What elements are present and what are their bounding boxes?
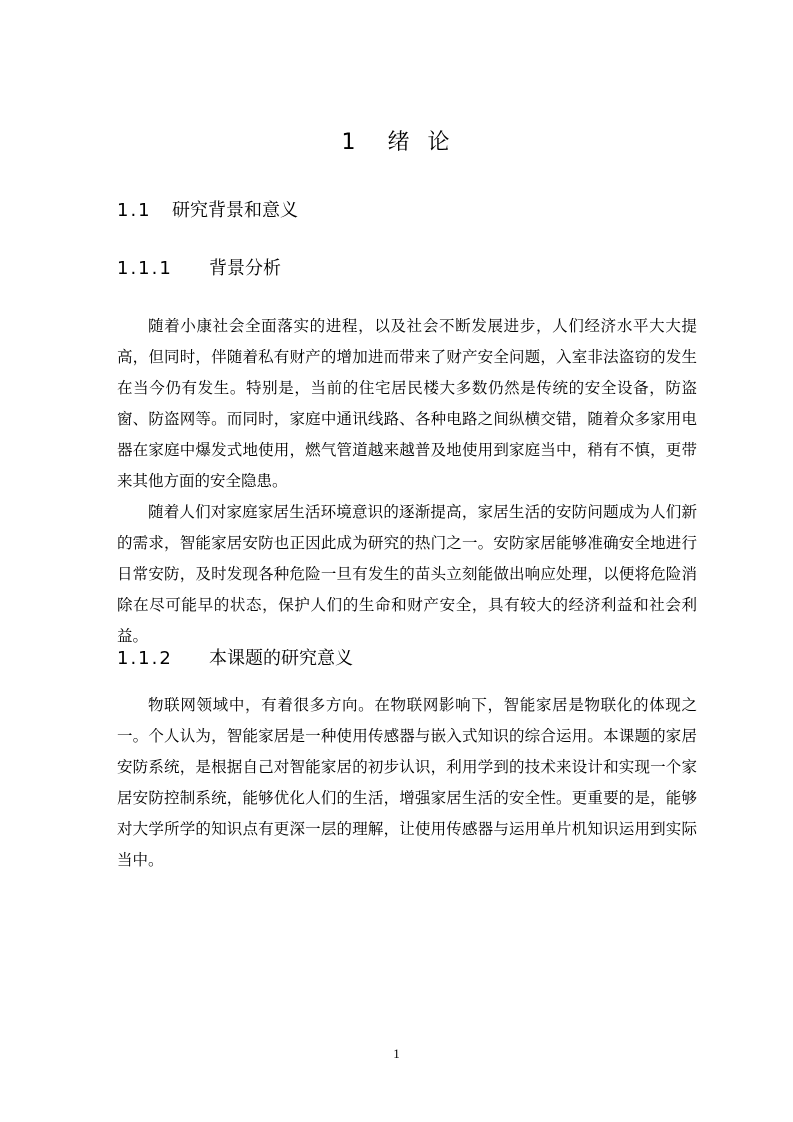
- chapter-title-char-2: 论: [427, 130, 452, 155]
- chapter-title-char-1: 绪: [387, 130, 412, 155]
- body-paragraph: 物联网领域中，有着很多方向。在物联网影响下，智能家居是物联化的体现之一。个人认为，智能家居是一种使用传感器与嵌入式知识的综合运用。本课题的家居安防系统，是根据自己对智能家居的初步认识，利用学到的技术来设计和实现一个家居安防控制系统，能够优化人们的生活，增强家居生活的安全性。更重要的是，能够对大学所学的知识点有更深一层的理解，让使用传感器与运用单片机知识运用到实际当中。: [117, 696, 697, 869]
- research-significance-body: [117, 690, 697, 876]
- body-paragraph: 随着人们对家庭家居生活环境意识的逐渐提高，家居生活的安防问题成为人们新的需求，智能家居安防也正因此成为研究的热门之一。安防家居能够准确安全地进行日常安防，及时发现各种危险一旦有发生的苗头立刻能做出响应处理，以便将危险消除在尽可能早的状态，保护人们的生命和财产安全，具有较大的经济利益和社会利益。: [117, 503, 697, 645]
- body-paragraph: 随着小康社会全面落实的进程，以及社会不断发展进步，人们经济水平大大提高，但同时，伴随着私有财产的增加进而带来了财产安全问题，入室非法盗窃的发生在当今仍有发生。特别是，当前的住宅居民楼大多数仍然是传统的安全设备，防盗窗、防盗网等。而同时，家庭中通讯线路、各种电路之间纵横交错，随着众多家用电器在家庭中爆发式地使用，燃气管道越来越普及地使用到家庭当中，稍有不慎，更带来其他方面的安全隐患。: [117, 317, 697, 490]
- subsection-heading-1-1-2: [117, 646, 353, 672]
- chapter-title: [0, 128, 793, 158]
- chapter-number: 1: [341, 130, 358, 155]
- subsection-number: 1.1.1: [117, 258, 173, 279]
- background-analysis-body: [117, 311, 697, 652]
- section-heading-1-1: [117, 198, 298, 224]
- subsection-heading-1-1-1: [117, 256, 281, 282]
- section-title: 研究背景和意义: [172, 200, 298, 221]
- page-number: 1: [393, 1046, 400, 1061]
- section-number: 1.1: [117, 200, 152, 221]
- subsection-number: 1.1.2: [117, 648, 173, 669]
- subsection-title: 本课题的研究意义: [209, 648, 353, 669]
- subsection-title: 背景分析: [209, 258, 281, 279]
